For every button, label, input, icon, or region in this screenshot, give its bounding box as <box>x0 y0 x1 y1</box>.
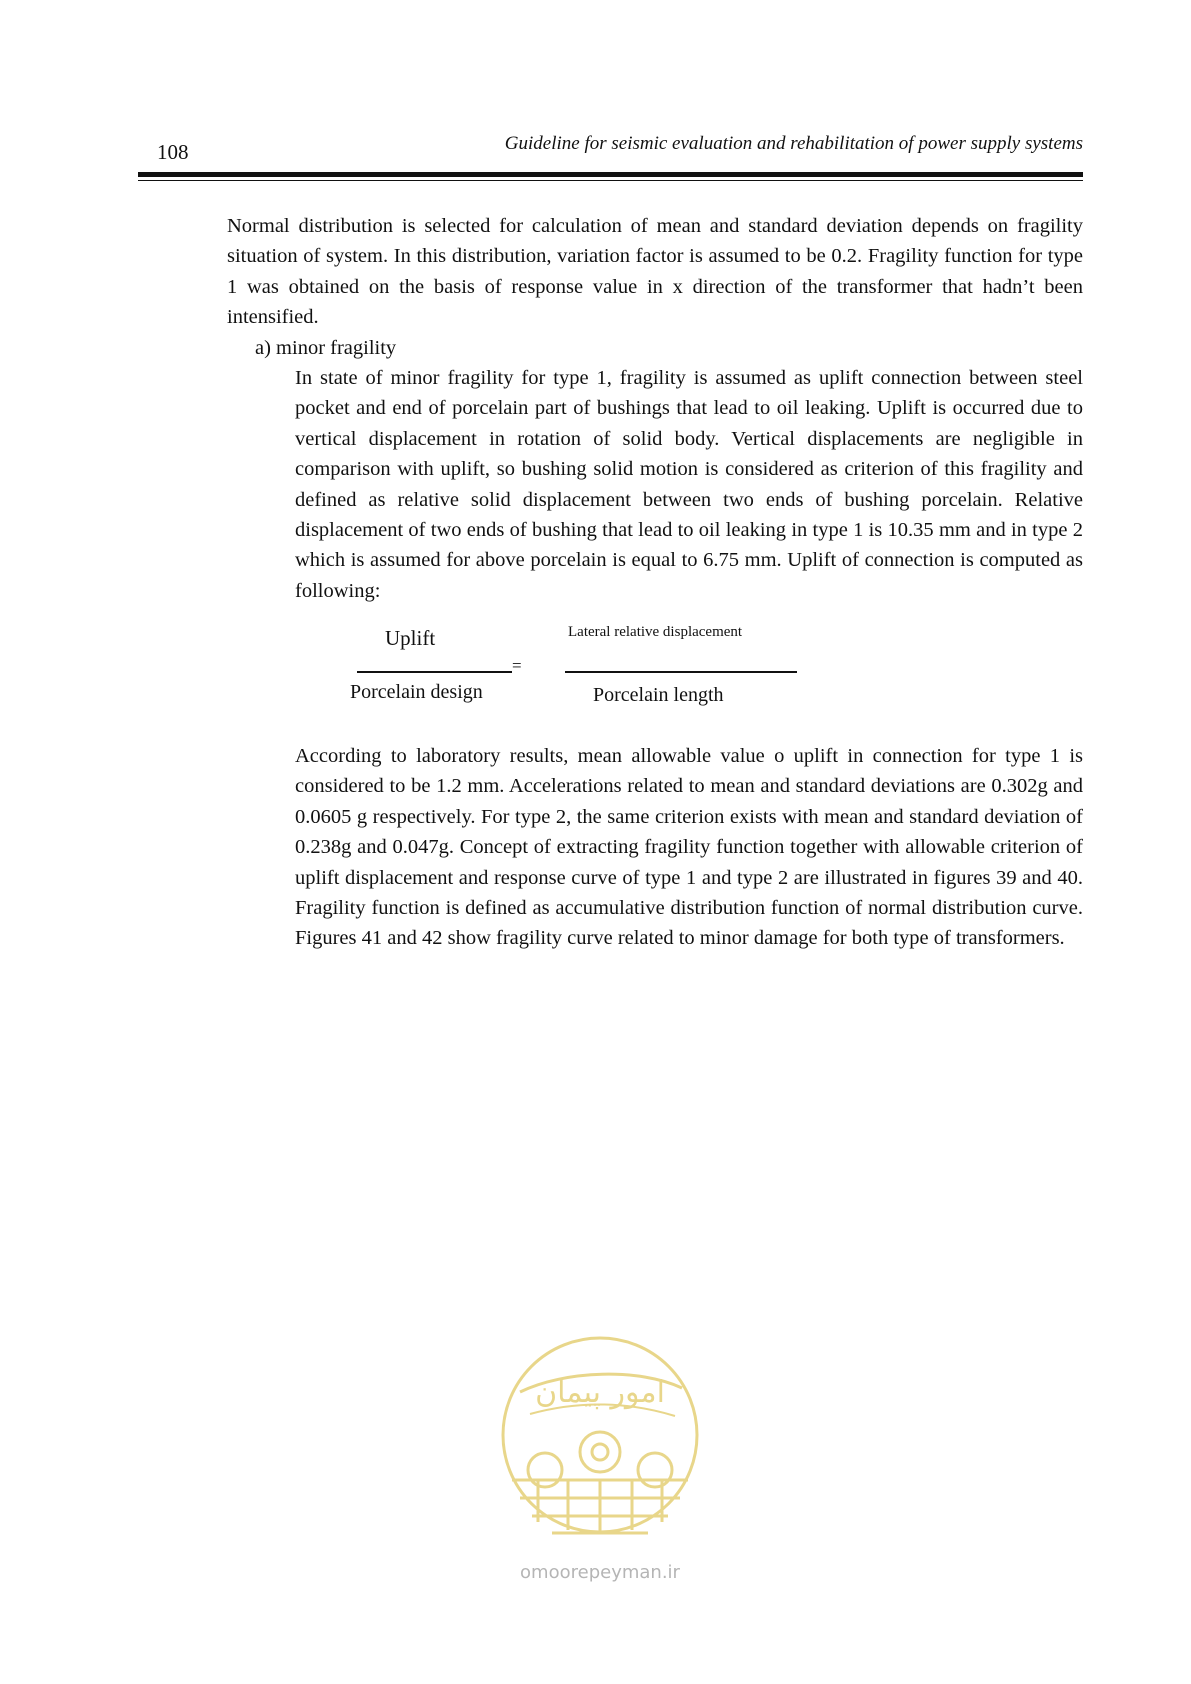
watermark-logo-text: امور پیمان <box>535 1375 665 1410</box>
header-rule-thick <box>138 172 1083 177</box>
formula-equals-sign: = <box>512 656 522 675</box>
fraction-bar-right <box>565 671 797 673</box>
fraction-bar-left <box>357 671 512 673</box>
running-header: Guideline for seismic evaluation and rehabilitation of power supply systems <box>504 133 1083 154</box>
uplift-formula <box>340 618 820 718</box>
paragraph-normal-distribution: Normal distribution is selected for calculation of mean and standard deviation depends on fragility situation of system. In this distribution, variation factor is assumed to be 0.2. Fragility function for type 1 was obtained on the basis of response value in x direction of the transformer that hadn’t been intensified. <box>227 215 1083 329</box>
watermark-site-text: omoorepeyman.ir <box>520 1562 680 1583</box>
watermark-logo <box>490 1330 710 1590</box>
formula-right-numerator: Lateral relative displacement <box>568 624 743 640</box>
page-number: 108 <box>157 140 189 164</box>
formula-left-numerator: Uplift <box>385 626 436 650</box>
header-rule-thin <box>138 180 1083 181</box>
paragraph-laboratory-results: According to laboratory results, mean allowable value o uplift in connection for type 1 is considered to be 1.2 mm. Accelerations related to mean and standard deviations are 0.302g and 0.0605 g respectively. For type 2, the same criterion exists with mean and standard deviation of 0.238g and 0.047g. Concept of extracting fragility function together with allowable criterion of uplift displacement and response curve of type 1 and type 2 are illustrated in figures 39 and 40. Fragility function is defined as accumulative distribution function of normal distribution curve. Figures 41 and 42 show fragility curve related to minor damage for both type of transformers. <box>295 745 1083 950</box>
formula-left-denominator: Porcelain design <box>350 681 483 703</box>
watermark-emblem-icon <box>490 1330 710 1590</box>
formula-right-denominator: Porcelain length <box>593 684 724 706</box>
paragraph-minor-fragility: In state of minor fragility for type 1, fragility is assumed as uplift connection between steel pocket and end of porcelain part of bushings that lead to oil leaking. Uplift is occurred due to vertical displacement in rotation of solid body. Vertical displacements are negligible in comparison with uplift, so bushing solid motion is considered as criterion of this fragility and defined as relative solid displacement between two ends of bushing porcelain. Relative displacement of two ends of bushing that lead to oil leaking in type 1 is 10.35 mm and in type 2 which is assumed for above porcelain is equal to 6.75 mm. Uplift of connection is computed as following: <box>295 367 1083 602</box>
list-item-label: a) minor fragility <box>255 337 397 359</box>
